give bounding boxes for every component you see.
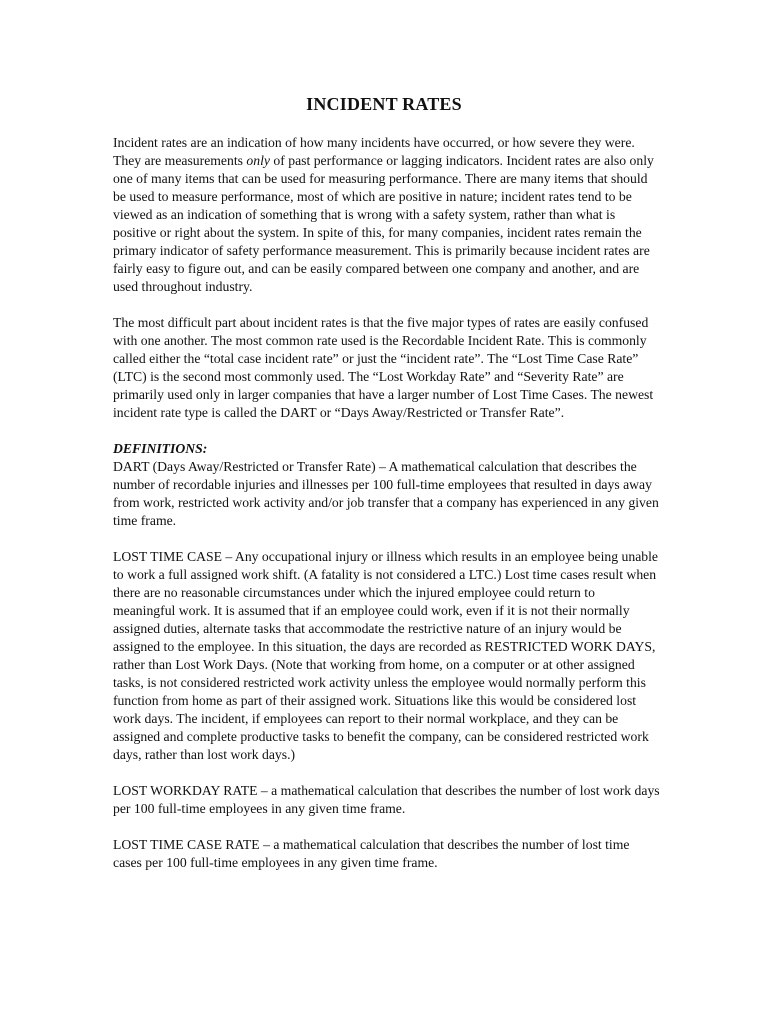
definitions-heading: DEFINITIONS: <box>113 441 208 456</box>
definition-lost-time-case-rate: LOST TIME CASE RATE – a mathematical calculation that describes the number of lost time cases per 100 full-time employees in any given time frame. <box>113 837 630 870</box>
definition-lost-time-case: LOST TIME CASE – Any occupational injury or illness which results in an employee being unable to work a full assigned work shift. (A fatality is not considered a LTC.) Lost time cases result when there are no reasonable circumstances under which the injured employee could return to meaningful work. It is assumed that if an employee could work, even if it is not their normally assigned duties, alternate tasks that accommodate the restrictive nature of an injury would be assigned to the employee. In this situation, the days are recorded as RESTRICTED WORK DAYS, rather than Lost Work Days. (Note that working from home, on a computer or at other assigned tasks, is not considered restricted work activity unless the employee would normally perform this function from home as part of their assigned work. Situations like this would be considered lost work days. The incident, if employees can report to their normal workplace, and they can be assigned and complete productive tasks to benefit the company, can be considered restricted work days, rather than lost work days.) <box>113 549 659 762</box>
definition-lost-workday-rate: LOST WORKDAY RATE – a mathematical calculation that describes the number of lost work days per 100 full-time employees in any given time frame. <box>113 783 660 816</box>
definition-dart: DART (Days Away/Restricted or Transfer Rate) – A mathematical calculation that describes the number of recordable injuries and illnesses per 100 full-time employees that resulted in days away from work, restricted work activity and/or job transfer that a company has experienced in any given time frame. <box>113 459 659 528</box>
intro-text-part2: of past performance or lagging indicators. Incident rates are also only one of many items that can be used for measuring performance. There are many items that should be used to measure performance, most of which are positive in nature; incident rates tend to be viewed as an indication of something that is wrong with a safety system, rather than what is positive or right about the system. In spite of this, for many companies, incident rates remain the primary indicator of safety performance measurement. This is primarily because incident rates are fairly easy to figure out, and can be easily compared between one company and another, and are used throughout industry. <box>113 153 654 294</box>
document-body <box>113 134 660 890</box>
intro-paragraph <box>113 134 660 296</box>
intro-text-part1: Incident rates are an indication of how many incidents have occurred, or how severe they were. They are measurements <box>113 135 635 168</box>
intro-emphasis: only <box>246 153 270 168</box>
page-title: INCIDENT RATES <box>306 94 462 114</box>
rate-types-paragraph: The most difficult part about incident rates is that the five major types of rates are easily confused with one another. The most common rate used is the Recordable Incident Rate. This is commonly called either the “total case incident rate” or just the “incident rate”. The “Lost Time Case Rate” (LTC) is the second most commonly used. The “Lost Workday Rate” and “Severity Rate” are primarily used only in larger companies that have a larger number of Lost Time Cases. The newest incident rate type is called the DART or “Days Away/Restricted or Transfer Rate”. <box>113 315 654 420</box>
